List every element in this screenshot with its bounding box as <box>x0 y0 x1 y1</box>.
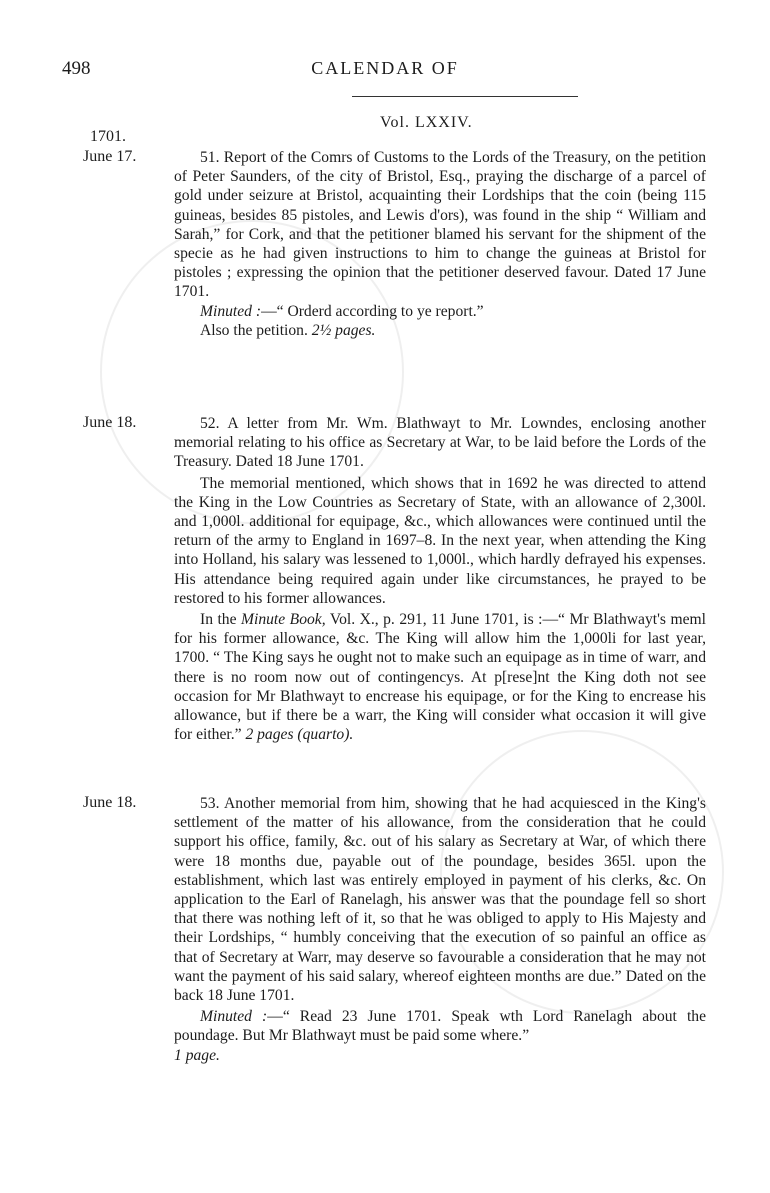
minuted-label: Minuted : <box>200 1008 268 1026</box>
minuted-text: —“ Orderd according to ye report.” <box>261 302 484 320</box>
margin-date: June 17. <box>83 148 137 165</box>
entry-text: In the <box>200 611 242 629</box>
margin-year: 1701. <box>90 128 126 145</box>
entry-52 <box>174 414 706 744</box>
running-title: CALENDAR OF <box>311 58 459 78</box>
entry-text: 51. Report of the Comrs of Customs to the Lords of the Treasury, on the petition of Peter Saunders, of the city of Bristol, Esq., praying the discharge of a parcel of gold under seizure at Bristol, acquainting their Lordships that the coin (being 115 guineas, besides 85 pistoles, and Lewis d'ors), was found in the ship “ William and Sarah,” for Cork, and that the petitioner blamed his servant for the shipment of the specie as he had given instructions to him to change the guineas at Bristol for pistoles ; expressing the opinion that the petitioner deserved favour. Dated 17 June 1701. <box>174 149 706 301</box>
entry-text: Vol. X., p. 291, 11 June 1701, is :—“ Mr Blathwayt's meml for his former allowance, &c. The King will allow him the 1,000li for last year, 1700. “ The King says he ought not to make such an equipage as in time of warr, and there is no room now out of contingencys. At p[rese]nt the King doth not see occasion for Mr Blathwayt to encrease his equipage, or for the King to encrease his allowance, but if there be a warr, the King will consider what occasion it will give for either.” <box>174 611 706 744</box>
header-rule <box>352 96 578 97</box>
entry-text: 52. A letter from Mr. Wm. Blathwayt to Mr. Lowndes, enclosing another memorial relating to his office as Secretary at War, to be laid before the Lords of the Treasury. Dated 18 June 1701. <box>174 415 706 471</box>
margin-date: June 18. <box>83 414 137 431</box>
entry-text: The memorial mentioned, which shows that in 1692 he was directed to attend the King in the Low Countries as Secretary of State, with an allowance of 2,300l. and 1,000l. additional for equipage, &c., which allowances were continued until the return of the army to England in 1697–8. In the next year, when attending the King into Holland, his salary was lessened to 1,000l., which hardly defrayed his expenses. His attendance being required again under like circumstances, he prayed to be restored to his former allowances. <box>174 474 706 607</box>
minuted-label: Minuted : <box>200 302 262 320</box>
entry-51 <box>174 148 706 340</box>
entry-text: 53. Another memorial from him, showing that he had acquiesced in the King's settlement of the matter of his allowance, from the consideration that he could support his office, family, &c. out of his salary as Secretary at War, of which there were 18 months due, payable out of the poundage, besides 365l. upon the establishment, which last was entirely employed in payment of his clerks, &c. On application to the Earl of Ranelagh, his answer was that the poundage fell so short that there was nothing left of it, so that he was obliged to apply to His Majesty and their Lordships, “ humbly conceiving that the execution of so painful an office as that of Secretary at Warr, may deserve so favourable a consideration that he may not want the payment of his said salary, whereof eighteen months are due.” Dated on the back 18 June 1701. <box>174 795 706 1005</box>
minute-book-title: Minute Book, <box>241 611 326 629</box>
page-count: 2½ pages. <box>311 321 376 339</box>
entry-53 <box>174 794 706 1065</box>
minuted-text: —“ Read 23 June 1701. Speak wth Lord Ranelagh about the poundage. But Mr Blathwayt must be paid some where.” <box>174 1008 706 1045</box>
margin-date: June 18. <box>83 794 137 811</box>
page-count: 2 pages (quarto). <box>245 726 354 744</box>
volume-heading: Vol. LXXIV. <box>380 114 473 131</box>
page-number: 498 <box>62 58 91 79</box>
also-note: Also the petition. <box>200 321 308 339</box>
page-count: 1 page. <box>174 1046 220 1064</box>
